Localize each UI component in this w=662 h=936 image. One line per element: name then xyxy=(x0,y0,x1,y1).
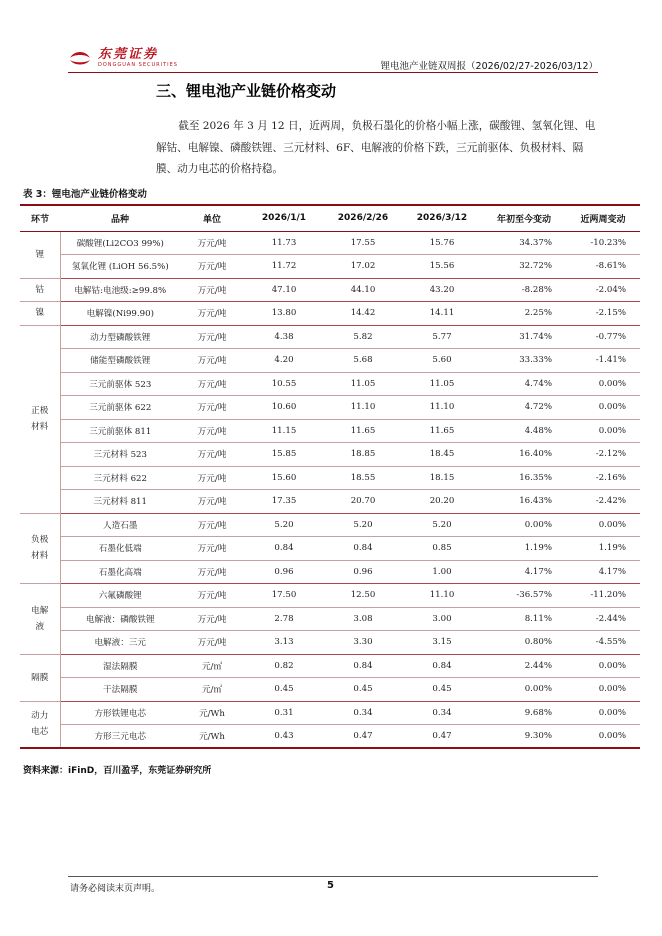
unit-cell: 万元/吨 xyxy=(180,560,244,584)
logo-brand-en: DONGGUAN SECURITIES xyxy=(98,62,178,68)
unit-cell: 万元/吨 xyxy=(180,443,244,467)
unit-cell: 元/㎡ xyxy=(180,678,244,702)
unit-cell: 万元/吨 xyxy=(180,372,244,396)
header-divider xyxy=(68,72,598,73)
ytd-change-cell: 9.68% xyxy=(482,701,566,725)
unit-cell: 万元/吨 xyxy=(180,537,244,561)
section-title: 三、锂电池产业链价格变动 xyxy=(156,82,337,100)
segment-cell: 动力电芯 xyxy=(20,701,60,748)
price-2026-02-26: 14.42 xyxy=(324,302,402,326)
table-row xyxy=(20,419,640,443)
two-week-change-cell: 0.00% xyxy=(566,419,640,443)
price-2026-03-12: 15.76 xyxy=(402,231,482,255)
price-2026-02-26: 0.96 xyxy=(324,560,402,584)
table-row xyxy=(20,349,640,373)
price-2026-01-01: 0.31 xyxy=(244,701,324,725)
product-cell: 三元材料 811 xyxy=(60,490,180,514)
table-source: 资料来源：iFinD，百川盈孚，东莞证券研究所 xyxy=(23,766,212,776)
product-cell: 电解镍(Ni99.90) xyxy=(60,302,180,326)
ytd-change-cell: -8.28% xyxy=(482,278,566,302)
two-week-change-cell: 0.00% xyxy=(566,654,640,678)
table-row xyxy=(20,278,640,302)
price-2026-01-01: 0.96 xyxy=(244,560,324,584)
table-body xyxy=(20,231,640,748)
product-cell: 石墨化低端 xyxy=(60,537,180,561)
two-week-change-cell: -11.20% xyxy=(566,584,640,608)
page-number: 5 xyxy=(327,880,334,891)
product-cell: 氢氧化锂 (LiOH 56.5%) xyxy=(60,255,180,279)
ytd-change-cell: 4.48% xyxy=(482,419,566,443)
two-week-change-cell: 0.00% xyxy=(566,678,640,702)
two-week-change-cell: -2.44% xyxy=(566,607,640,631)
price-2026-02-26: 11.10 xyxy=(324,396,402,420)
segment-cell: 隔膜 xyxy=(20,654,60,701)
table-row xyxy=(20,372,640,396)
price-2026-03-12: 0.85 xyxy=(402,537,482,561)
page-header xyxy=(68,44,598,74)
table-row xyxy=(20,490,640,514)
price-2026-02-26: 5.68 xyxy=(324,349,402,373)
unit-cell: 万元/吨 xyxy=(180,607,244,631)
price-2026-01-01: 0.84 xyxy=(244,537,324,561)
two-week-change-cell: -1.41% xyxy=(566,349,640,373)
ytd-change-cell: 4.17% xyxy=(482,560,566,584)
two-week-change-cell: -0.77% xyxy=(566,325,640,349)
product-cell: 动力型磷酸铁锂 xyxy=(60,325,180,349)
price-2026-02-26: 11.05 xyxy=(324,372,402,396)
table-row xyxy=(20,701,640,725)
price-2026-02-26: 20.70 xyxy=(324,490,402,514)
unit-cell: 万元/吨 xyxy=(180,255,244,279)
price-2026-03-12: 11.05 xyxy=(402,372,482,396)
product-cell: 三元前驱体 622 xyxy=(60,396,180,420)
price-2026-03-12: 1.00 xyxy=(402,560,482,584)
unit-cell: 万元/吨 xyxy=(180,584,244,608)
product-cell: 电解液：三元 xyxy=(60,631,180,655)
two-week-change-cell: -4.55% xyxy=(566,631,640,655)
price-2026-01-01: 15.60 xyxy=(244,466,324,490)
price-2026-03-12: 14.11 xyxy=(402,302,482,326)
segment-cell: 电解液 xyxy=(20,584,60,655)
product-cell: 碳酸锂(Li2CO3 99%) xyxy=(60,231,180,255)
unit-cell: 万元/吨 xyxy=(180,302,244,326)
unit-cell: 万元/吨 xyxy=(180,490,244,514)
price-2026-03-12: 18.45 xyxy=(402,443,482,467)
two-week-change-cell: 0.00% xyxy=(566,372,640,396)
ytd-change-cell: 0.00% xyxy=(482,678,566,702)
table-row xyxy=(20,584,640,608)
unit-cell: 万元/吨 xyxy=(180,231,244,255)
segment-cell: 锂 xyxy=(20,231,60,278)
price-2026-02-26: 12.50 xyxy=(324,584,402,608)
price-2026-02-26: 17.55 xyxy=(324,231,402,255)
price-2026-03-12: 18.15 xyxy=(402,466,482,490)
ytd-change-cell: 4.72% xyxy=(482,396,566,420)
price-2026-03-12: 43.20 xyxy=(402,278,482,302)
header-two-week-change: 近两周变动 xyxy=(566,205,640,231)
product-cell: 电解钴:电池级:≥99.8% xyxy=(60,278,180,302)
ytd-change-cell: 8.11% xyxy=(482,607,566,631)
price-2026-01-01: 10.60 xyxy=(244,396,324,420)
price-2026-03-12: 0.47 xyxy=(402,725,482,749)
segment-cell: 负极材料 xyxy=(20,513,60,584)
price-2026-03-12: 15.56 xyxy=(402,255,482,279)
segment-cell: 正极材料 xyxy=(20,325,60,513)
price-2026-02-26: 5.20 xyxy=(324,513,402,537)
ytd-change-cell: 4.74% xyxy=(482,372,566,396)
price-2026-03-12: 3.15 xyxy=(402,631,482,655)
price-2026-03-12: 0.84 xyxy=(402,654,482,678)
table-row xyxy=(20,725,640,749)
product-cell: 电解液：磷酸铁锂 xyxy=(60,607,180,631)
product-cell: 石墨化高端 xyxy=(60,560,180,584)
ytd-change-cell: 31.74% xyxy=(482,325,566,349)
two-week-change-cell: -10.23% xyxy=(566,231,640,255)
table-row xyxy=(20,443,640,467)
header-date-3: 2026/3/12 xyxy=(402,205,482,231)
header-ytd-change: 年初至今变动 xyxy=(482,205,566,231)
price-2026-01-01: 17.50 xyxy=(244,584,324,608)
unit-cell: 万元/吨 xyxy=(180,466,244,490)
segment-cell: 钴 xyxy=(20,278,60,302)
price-2026-01-01: 47.10 xyxy=(244,278,324,302)
table-header-row xyxy=(20,205,640,231)
summary-paragraph: 截至 2026 年 3 月 12 日，近两周，负极石墨化的价格小幅上涨，碳酸锂、氢氧化锂、电解钴、电解镍、磷酸铁锂、三元材料、6F、电解液的价格下跌，三元前驱体、负极材料、隔膜、动力电芯的价格持稳。 xyxy=(156,120,596,175)
ytd-change-cell: 16.35% xyxy=(482,466,566,490)
price-2026-03-12: 5.20 xyxy=(402,513,482,537)
unit-cell: 元/Wh xyxy=(180,725,244,749)
price-2026-01-01: 17.35 xyxy=(244,490,324,514)
header-date-1: 2026/1/1 xyxy=(244,205,324,231)
price-2026-01-01: 13.80 xyxy=(244,302,324,326)
two-week-change-cell: -2.15% xyxy=(566,302,640,326)
product-cell: 三元材料 622 xyxy=(60,466,180,490)
ytd-change-cell: 0.80% xyxy=(482,631,566,655)
unit-cell: 万元/吨 xyxy=(180,325,244,349)
two-week-change-cell: -2.12% xyxy=(566,443,640,467)
product-cell: 六氟磷酸锂 xyxy=(60,584,180,608)
price-2026-03-12: 20.20 xyxy=(402,490,482,514)
price-2026-01-01: 0.82 xyxy=(244,654,324,678)
table-row xyxy=(20,325,640,349)
price-2026-03-12: 11.10 xyxy=(402,584,482,608)
product-cell: 方形铁锂电芯 xyxy=(60,701,180,725)
table-row xyxy=(20,537,640,561)
price-2026-02-26: 0.45 xyxy=(324,678,402,702)
price-2026-01-01: 0.43 xyxy=(244,725,324,749)
header-segment: 环节 xyxy=(20,205,60,231)
price-2026-01-01: 4.20 xyxy=(244,349,324,373)
price-2026-02-26: 3.30 xyxy=(324,631,402,655)
product-cell: 人造石墨 xyxy=(60,513,180,537)
unit-cell: 元/㎡ xyxy=(180,654,244,678)
price-2026-03-12: 0.34 xyxy=(402,701,482,725)
table-row xyxy=(20,631,640,655)
price-2026-02-26: 18.55 xyxy=(324,466,402,490)
price-2026-01-01: 11.72 xyxy=(244,255,324,279)
header-product: 品种 xyxy=(60,205,180,231)
ytd-change-cell: 0.00% xyxy=(482,513,566,537)
price-2026-02-26: 0.84 xyxy=(324,654,402,678)
price-2026-01-01: 10.55 xyxy=(244,372,324,396)
price-2026-01-01: 11.73 xyxy=(244,231,324,255)
price-2026-01-01: 5.20 xyxy=(244,513,324,537)
price-2026-02-26: 0.47 xyxy=(324,725,402,749)
price-2026-02-26: 0.84 xyxy=(324,537,402,561)
price-2026-01-01: 4.38 xyxy=(244,325,324,349)
ytd-change-cell: 34.37% xyxy=(482,231,566,255)
footer-divider xyxy=(68,876,598,877)
price-2026-02-26: 11.65 xyxy=(324,419,402,443)
table-row xyxy=(20,678,640,702)
price-change-table xyxy=(20,204,640,749)
price-2026-02-26: 3.08 xyxy=(324,607,402,631)
ytd-change-cell: 2.44% xyxy=(482,654,566,678)
unit-cell: 万元/吨 xyxy=(180,631,244,655)
price-2026-03-12: 3.00 xyxy=(402,607,482,631)
table-row xyxy=(20,466,640,490)
table-row xyxy=(20,255,640,279)
two-week-change-cell: -8.61% xyxy=(566,255,640,279)
product-cell: 三元前驱体 811 xyxy=(60,419,180,443)
table-row xyxy=(20,513,640,537)
segment-cell: 镍 xyxy=(20,302,60,326)
product-cell: 干法隔膜 xyxy=(60,678,180,702)
price-2026-03-12: 5.60 xyxy=(402,349,482,373)
price-2026-01-01: 2.78 xyxy=(244,607,324,631)
ytd-change-cell: -36.57% xyxy=(482,584,566,608)
logo-icon xyxy=(68,49,92,67)
unit-cell: 万元/吨 xyxy=(180,396,244,420)
two-week-change-cell: -2.42% xyxy=(566,490,640,514)
header-unit: 单位 xyxy=(180,205,244,231)
price-2026-02-26: 44.10 xyxy=(324,278,402,302)
table-row xyxy=(20,302,640,326)
ytd-change-cell: 9.30% xyxy=(482,725,566,749)
header-date-2: 2026/2/26 xyxy=(324,205,402,231)
two-week-change-cell: 4.17% xyxy=(566,560,640,584)
footer-disclaimer: 请务必阅读末页声明。 xyxy=(70,884,161,894)
logo-brand-cn: 东莞证券 xyxy=(98,47,159,62)
price-2026-01-01: 11.15 xyxy=(244,419,324,443)
product-cell: 储能型磷酸铁锂 xyxy=(60,349,180,373)
ytd-change-cell: 16.43% xyxy=(482,490,566,514)
price-2026-02-26: 17.02 xyxy=(324,255,402,279)
price-2026-02-26: 0.34 xyxy=(324,701,402,725)
table-row xyxy=(20,560,640,584)
ytd-change-cell: 32.72% xyxy=(482,255,566,279)
table-row xyxy=(20,654,640,678)
two-week-change-cell: 0.00% xyxy=(566,396,640,420)
price-2026-01-01: 0.45 xyxy=(244,678,324,702)
product-cell: 三元前驱体 523 xyxy=(60,372,180,396)
product-cell: 方形三元电芯 xyxy=(60,725,180,749)
price-2026-01-01: 15.85 xyxy=(244,443,324,467)
table-row xyxy=(20,396,640,420)
two-week-change-cell: -2.04% xyxy=(566,278,640,302)
unit-cell: 万元/吨 xyxy=(180,278,244,302)
price-2026-01-01: 3.13 xyxy=(244,631,324,655)
unit-cell: 万元/吨 xyxy=(180,513,244,537)
product-cell: 湿法隔膜 xyxy=(60,654,180,678)
price-2026-03-12: 0.45 xyxy=(402,678,482,702)
table-row xyxy=(20,231,640,255)
price-2026-02-26: 18.85 xyxy=(324,443,402,467)
price-2026-03-12: 5.77 xyxy=(402,325,482,349)
ytd-change-cell: 1.19% xyxy=(482,537,566,561)
ytd-change-cell: 2.25% xyxy=(482,302,566,326)
table-caption: 表 3：锂电池产业链价格变动 xyxy=(23,189,147,200)
table-row xyxy=(20,607,640,631)
unit-cell: 元/Wh xyxy=(180,701,244,725)
two-week-change-cell: -2.16% xyxy=(566,466,640,490)
price-2026-03-12: 11.10 xyxy=(402,396,482,420)
price-table-container xyxy=(20,204,640,749)
two-week-change-cell: 0.00% xyxy=(566,725,640,749)
two-week-change-cell: 0.00% xyxy=(566,513,640,537)
ytd-change-cell: 16.40% xyxy=(482,443,566,467)
price-2026-03-12: 11.65 xyxy=(402,419,482,443)
price-2026-02-26: 5.82 xyxy=(324,325,402,349)
ytd-change-cell: 33.33% xyxy=(482,349,566,373)
company-logo xyxy=(68,48,178,68)
unit-cell: 万元/吨 xyxy=(180,349,244,373)
two-week-change-cell: 0.00% xyxy=(566,701,640,725)
report-title: 锂电池产业链双周报（2026/02/27-2026/03/12） xyxy=(380,61,598,72)
unit-cell: 万元/吨 xyxy=(180,419,244,443)
two-week-change-cell: 1.19% xyxy=(566,537,640,561)
product-cell: 三元材料 523 xyxy=(60,443,180,467)
